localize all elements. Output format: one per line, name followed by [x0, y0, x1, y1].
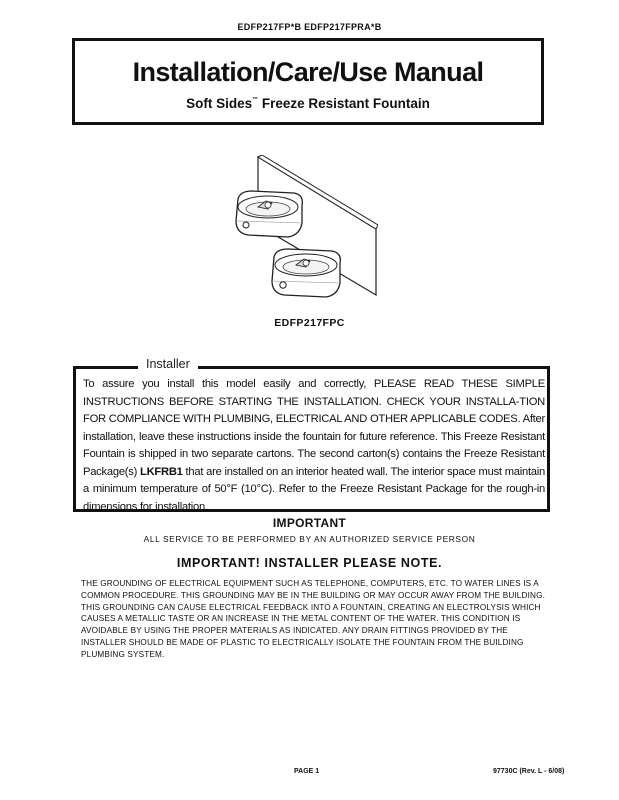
manual-title: Installation/Care/Use Manual: [132, 57, 484, 87]
subtitle-product-type: Freeze Resistant Fountain: [258, 96, 430, 111]
manual-subtitle: [75, 96, 541, 111]
title-block: [72, 38, 544, 125]
service-note: ALL SERVICE TO BE PERFORMED BY AN AUTHORIZED SERVICE PERSON: [143, 534, 476, 544]
dual-drinking-fountain-illustration: [228, 155, 378, 305]
installer-text-part2: that are installed on an interior heated wall. The interior space must maintain a minimum temperature of 50°F (10°C). Refer to the Freeze Resistant Package for the rough-in dimensions for installation.: [83, 465, 545, 513]
page-number: PAGE 1: [294, 768, 320, 775]
package-code: LKFRB1: [140, 465, 183, 478]
installer-legend: Installer: [138, 357, 198, 371]
installer-box: [73, 366, 550, 512]
revision-code: 97730C (Rev. L - 6/08): [493, 768, 565, 775]
installer-note-heading: IMPORTANT! INSTALLER PLEASE NOTE.: [176, 556, 443, 570]
grounding-warning: THE GROUNDING OF ELECTRICAL EQUIPMENT SUCH AS TELEPHONE, COMPUTERS, ETC. TO WATER LINES IS A COMMON PROCEDURE. THIS GROUNDING MAY BE IN THE BUILDING OR MAY OCCUR AWAY FROM THE BUILDING. THIS GROUNDING CAN CAUSE ELECTRICAL FEEDBACK INTO A FOUNTAIN, CREATING AN ELECTROLYSIS WHICH CAUSES A METALLIC TASTE OR AN INCREASE IN THE METAL CONTENT OF THE WATER. THIS CONDITION IS AVOIDABLE BY USING THE PROPER MATERIALS AS INDICATED. ANY DRAIN FITTINGS PROVIDED BY THE INSTALLER SHOULD BE MADE OF PLASTIC TO ELECTRICALLY ISOLATE THE FOUNTAIN FROM THE BUILDING PLUMBING SYSTEM.: [81, 579, 546, 659]
subtitle-product-name: Soft Sides: [186, 96, 253, 111]
installer-instructions: [83, 376, 545, 516]
trademark-symbol: ™: [252, 97, 259, 103]
model-numbers: EDFP217FP*B EDFP217FPRA*B: [237, 22, 382, 32]
figure-label: EDFP217FPC: [274, 317, 345, 329]
important-heading: IMPORTANT: [272, 516, 347, 530]
installer-text-part1: To assure you install this model easily and correctly, PLEASE READ THESE SIMPLE INSTRUCTIONS BEFORE STARTING THE INSTALLATION. CHECK YOUR INSTALLA-TION FOR COMPLIANCE WITH PLUMBING, ELECTRICAL AND OTHER APPLICABLE CODES. After installation, leave these instructions inside the fountain for future reference. This Freeze Resistant Fountain is shipped in two separate cartons. The second carton(s) contains the Freeze Resistant Package(s): [83, 378, 545, 478]
